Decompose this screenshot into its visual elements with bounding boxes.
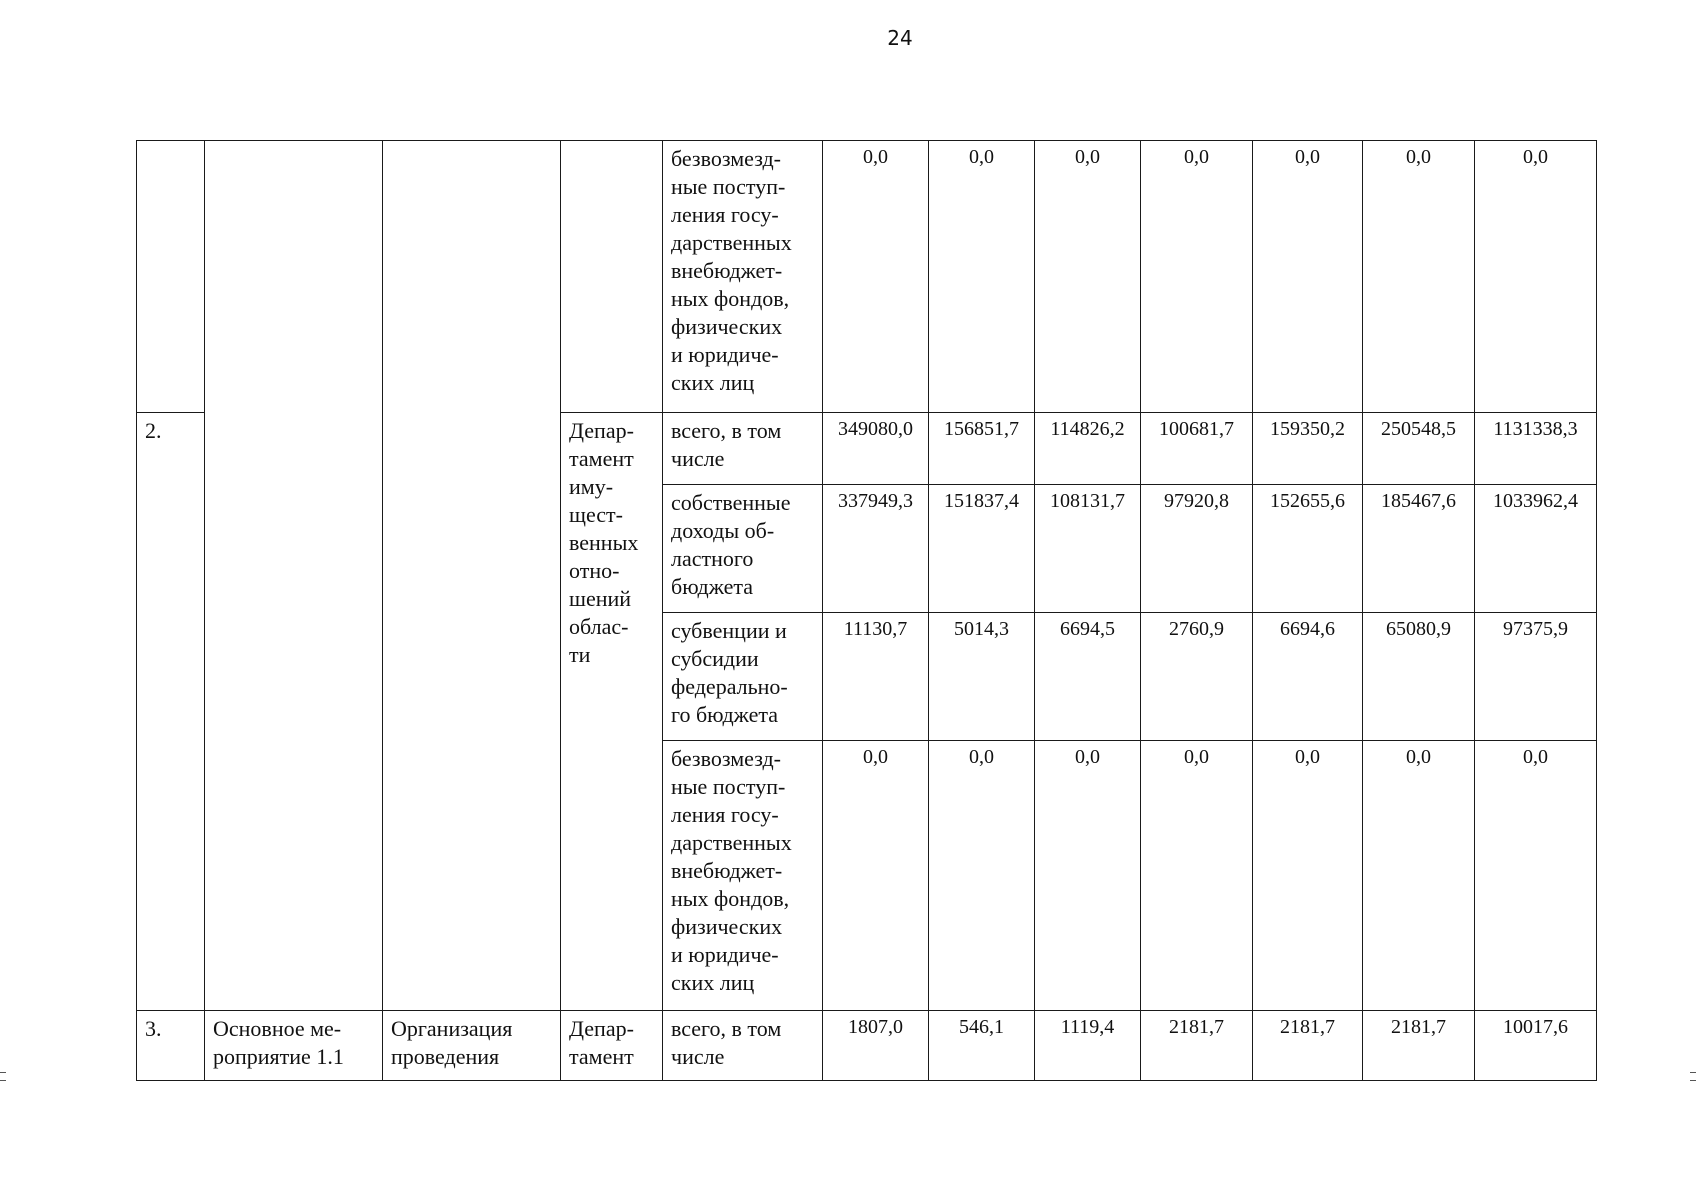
value-cell: 0,0 bbox=[1253, 141, 1363, 413]
value-cell: 65080,9 bbox=[1363, 613, 1475, 741]
department-cell: Депар- тамент иму- щест- венных отно- шений облас- ти bbox=[561, 413, 663, 1011]
value-cell: 0,0 bbox=[929, 741, 1035, 1011]
source-cell: всего, в том числе bbox=[663, 413, 823, 485]
value-cell: 152655,6 bbox=[1253, 485, 1363, 613]
value-cell: 1807,0 bbox=[823, 1011, 929, 1081]
value-cell: 6694,6 bbox=[1253, 613, 1363, 741]
value-cell: 11130,7 bbox=[823, 613, 929, 741]
scan-edge-mark bbox=[0, 1072, 6, 1073]
value-cell: 0,0 bbox=[1035, 741, 1141, 1011]
source-cell: безвозмезд- ные поступ- ления госу- дарственных внебюджет- ных фондов, физических и юридиче- ских лиц bbox=[663, 141, 823, 413]
measure-cell bbox=[205, 141, 383, 1011]
budget-table bbox=[136, 140, 1597, 1081]
page-number: 24 bbox=[887, 26, 913, 50]
value-cell: 0,0 bbox=[1141, 741, 1253, 1011]
value-cell: 250548,5 bbox=[1363, 413, 1475, 485]
source-cell: безвозмезд- ные поступ- ления госу- дарственных внебюджет- ных фондов, физических и юридиче- ских лиц bbox=[663, 741, 823, 1011]
value-cell: 349080,0 bbox=[823, 413, 929, 485]
value-cell: 0,0 bbox=[823, 141, 929, 413]
value-cell: 185467,6 bbox=[1363, 485, 1475, 613]
value-cell: 114826,2 bbox=[1035, 413, 1141, 485]
value-cell: 156851,7 bbox=[929, 413, 1035, 485]
value-cell: 1131338,3 bbox=[1475, 413, 1597, 485]
department-cell bbox=[561, 141, 663, 413]
value-cell: 1119,4 bbox=[1035, 1011, 1141, 1081]
scan-edge-mark bbox=[1690, 1072, 1696, 1073]
value-cell: 159350,2 bbox=[1253, 413, 1363, 485]
value-cell: 0,0 bbox=[1253, 741, 1363, 1011]
value-cell: 0,0 bbox=[1363, 141, 1475, 413]
value-cell: 97920,8 bbox=[1141, 485, 1253, 613]
index-cell bbox=[137, 141, 205, 413]
value-cell: 2760,9 bbox=[1141, 613, 1253, 741]
value-cell: 100681,7 bbox=[1141, 413, 1253, 485]
value-cell: 108131,7 bbox=[1035, 485, 1141, 613]
value-cell: 10017,6 bbox=[1475, 1011, 1597, 1081]
value-cell: 0,0 bbox=[1475, 741, 1597, 1011]
name-cell: Организация проведения bbox=[383, 1011, 561, 1081]
value-cell: 2181,7 bbox=[1253, 1011, 1363, 1081]
value-cell: 546,1 bbox=[929, 1011, 1035, 1081]
scan-edge-mark bbox=[1690, 1080, 1696, 1081]
value-cell: 2181,7 bbox=[1363, 1011, 1475, 1081]
value-cell: 2181,7 bbox=[1141, 1011, 1253, 1081]
source-cell: всего, в том числе bbox=[663, 1011, 823, 1081]
name-cell bbox=[383, 141, 561, 1011]
value-cell: 97375,9 bbox=[1475, 613, 1597, 741]
value-cell: 0,0 bbox=[929, 141, 1035, 413]
department-cell: Депар- тамент bbox=[561, 1011, 663, 1081]
table-row bbox=[137, 1011, 1597, 1081]
value-cell: 0,0 bbox=[1035, 141, 1141, 413]
value-cell: 0,0 bbox=[1141, 141, 1253, 413]
measure-cell: Основное ме- роприятие 1.1 bbox=[205, 1011, 383, 1081]
value-cell: 151837,4 bbox=[929, 485, 1035, 613]
index-cell: 2. bbox=[137, 413, 205, 1011]
value-cell: 0,0 bbox=[1363, 741, 1475, 1011]
value-cell: 0,0 bbox=[1475, 141, 1597, 413]
source-cell: собственные доходы об- ластного бюджета bbox=[663, 485, 823, 613]
table-row bbox=[137, 141, 1597, 413]
value-cell: 337949,3 bbox=[823, 485, 929, 613]
value-cell: 1033962,4 bbox=[1475, 485, 1597, 613]
value-cell: 0,0 bbox=[823, 741, 929, 1011]
value-cell: 5014,3 bbox=[929, 613, 1035, 741]
value-cell: 6694,5 bbox=[1035, 613, 1141, 741]
source-cell: субвенции и субсидии федерально- го бюджета bbox=[663, 613, 823, 741]
scan-edge-mark bbox=[0, 1080, 6, 1081]
index-cell: 3. bbox=[137, 1011, 205, 1081]
